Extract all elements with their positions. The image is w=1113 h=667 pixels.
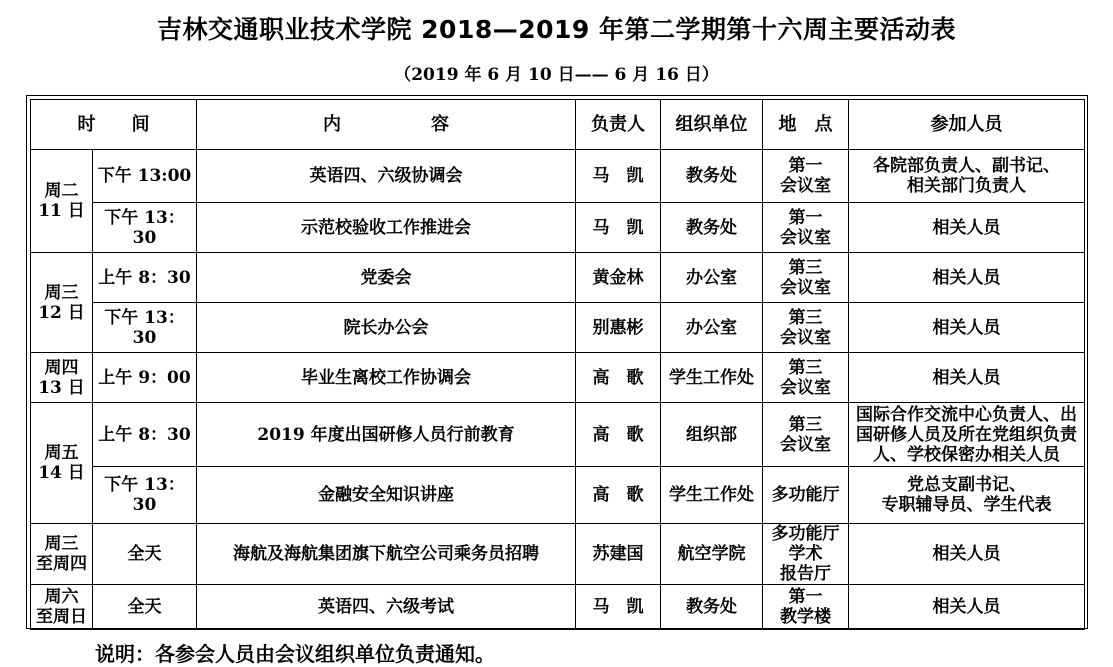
header-org: 组织单位: [661, 100, 763, 150]
page-title: 吉林交通职业技术学院 2018—2019 年第二学期第十六周主要活动表: [156, 15, 957, 44]
org-cell: 学生工作处: [661, 353, 763, 403]
table-row: [31, 585, 1085, 630]
schedule-table: [30, 99, 1085, 630]
time-cell: 下午 13：30: [93, 303, 197, 353]
org-cell: 办公室: [661, 253, 763, 303]
attendees-cell: 相关人员: [849, 303, 1085, 353]
day-cell: 周二 11 日: [31, 150, 93, 253]
time-cell: 下午 13：30: [93, 203, 197, 253]
location-cell: 多功能厅: [763, 467, 849, 524]
table-row: [31, 150, 1085, 203]
time-cell: 上午 8：30: [93, 403, 197, 467]
person-cell: 别惠彬: [576, 303, 661, 353]
content-cell: 海航及海航集团旗下航空公司乘务员招聘: [197, 524, 576, 585]
header-content: 内 容: [197, 100, 576, 150]
content-cell: 示范校验收工作推进会: [197, 203, 576, 253]
time-cell: 下午 13：30: [93, 467, 197, 524]
time-cell: 下午 13:00: [93, 150, 197, 203]
table-row: [31, 253, 1085, 303]
attendees-cell: 相关人员: [849, 253, 1085, 303]
table-row: [31, 467, 1085, 524]
person-cell: 苏建国: [576, 524, 661, 585]
location-cell: 第三 会议室: [763, 403, 849, 467]
day-cell: 周四 13 日: [31, 353, 93, 403]
content-cell: 金融安全知识讲座: [197, 467, 576, 524]
location-cell: 第三 会议室: [763, 303, 849, 353]
attendees-cell: 党总支副书记、 专职辅导员、学生代表: [849, 467, 1085, 524]
table-row: [31, 403, 1085, 467]
footnote: 说明：各参会人员由会议组织单位负责通知。: [95, 642, 495, 666]
location-cell: 第三 会议室: [763, 253, 849, 303]
attendees-cell: 相关人员: [849, 585, 1085, 630]
header-location: 地 点: [763, 100, 849, 150]
org-cell: 办公室: [661, 303, 763, 353]
table-row: [31, 524, 1085, 585]
time-cell: 全天: [93, 524, 197, 585]
person-cell: 高 歌: [576, 353, 661, 403]
person-cell: 马 凯: [576, 150, 661, 203]
location-cell: 第一 教学楼: [763, 585, 849, 630]
location-cell: 第一 会议室: [763, 150, 849, 203]
org-cell: 教务处: [661, 203, 763, 253]
time-cell: 上午 9：00: [93, 353, 197, 403]
time-cell: 全天: [93, 585, 197, 630]
location-cell: 多功能厅 学术 报告厅: [763, 524, 849, 585]
time-cell: 上午 8：30: [93, 253, 197, 303]
content-cell: 2019 年度出国研修人员行前教育: [197, 403, 576, 467]
content-cell: 院长办公会: [197, 303, 576, 353]
header-attendees: 参加人员: [849, 100, 1085, 150]
header-row: [31, 100, 1085, 150]
org-cell: 教务处: [661, 150, 763, 203]
content-cell: 毕业生离校工作协调会: [197, 353, 576, 403]
table-row: [31, 203, 1085, 253]
content-cell: 党委会: [197, 253, 576, 303]
org-cell: 学生工作处: [661, 467, 763, 524]
attendees-cell: 相关人员: [849, 524, 1085, 585]
attendees-cell: 国际合作交流中心负责人、出 国研修人员及所在党组织负责 人、学校保密办相关人员: [849, 403, 1085, 467]
header-time: 时 间: [31, 100, 197, 150]
header-person: 负责人: [576, 100, 661, 150]
day-cell: 周三 至周四: [31, 524, 93, 585]
person-cell: 高 歌: [576, 403, 661, 467]
date-range: （2019 年 6 月 10 日—— 6 月 16 日）: [394, 65, 719, 85]
org-cell: 组织部: [661, 403, 763, 467]
org-cell: 航空学院: [661, 524, 763, 585]
person-cell: 马 凯: [576, 585, 661, 630]
day-cell: 周六 至周日: [31, 585, 93, 630]
org-cell: 教务处: [661, 585, 763, 630]
location-cell: 第一 会议室: [763, 203, 849, 253]
day-cell: 周三 12 日: [31, 253, 93, 353]
location-cell: 第三 会议室: [763, 353, 849, 403]
person-cell: 马 凯: [576, 203, 661, 253]
attendees-cell: 相关人员: [849, 353, 1085, 403]
attendees-cell: 各院部负责人、副书记、 相关部门负责人: [849, 150, 1085, 203]
content-cell: 英语四、六级协调会: [197, 150, 576, 203]
content-cell: 英语四、六级考试: [197, 585, 576, 630]
person-cell: 黄金林: [576, 253, 661, 303]
table-row: [31, 303, 1085, 353]
person-cell: 高 歌: [576, 467, 661, 524]
attendees-cell: 相关人员: [849, 203, 1085, 253]
day-cell: 周五 14 日: [31, 403, 93, 524]
table-row: [31, 353, 1085, 403]
